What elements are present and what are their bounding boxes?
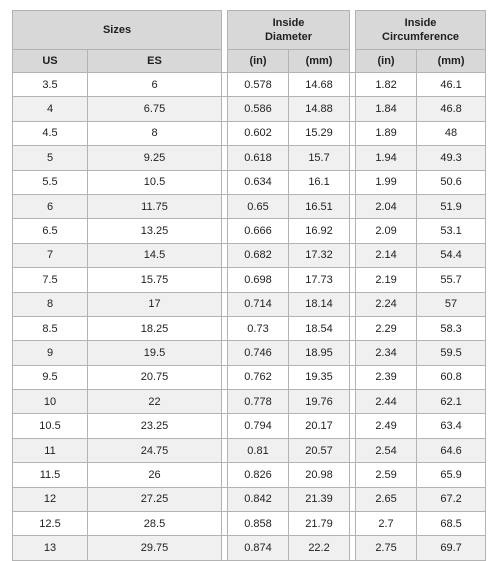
- circumference-in-cell: 2.19: [356, 268, 417, 292]
- table-row: [13, 463, 486, 487]
- table-row: [13, 365, 486, 389]
- table-row: [13, 219, 486, 243]
- diameter-mm-cell: 18.95: [289, 341, 350, 365]
- es-size-cell: 17: [88, 292, 222, 316]
- diameter-mm-cell: 16.1: [289, 170, 350, 194]
- circumference-in-cell: 2.14: [356, 243, 417, 267]
- table-row: [13, 487, 486, 511]
- table-row: [13, 536, 486, 560]
- table-row: [13, 512, 486, 536]
- circumference-in-cell: 2.04: [356, 194, 417, 218]
- diameter-mm-cell: 17.73: [289, 268, 350, 292]
- circumference-in-cell: 2.34: [356, 341, 417, 365]
- es-size-cell: 15.75: [88, 268, 222, 292]
- es-size-cell: 18.25: [88, 316, 222, 340]
- diameter-in-cell: 0.874: [228, 536, 289, 560]
- table-row: [13, 170, 486, 194]
- diameter-in-cell: 0.578: [228, 73, 289, 97]
- diameter-in-cell: 0.682: [228, 243, 289, 267]
- circumference-mm-cell: 51.9: [417, 194, 486, 218]
- diameter-in-cell: 0.73: [228, 316, 289, 340]
- table-row: [13, 194, 486, 218]
- circumference-mm-cell: 55.7: [417, 268, 486, 292]
- diameter-mm-cell: 18.14: [289, 292, 350, 316]
- diameter-in-cell: 0.794: [228, 414, 289, 438]
- us-size-cell: 3.5: [13, 73, 88, 97]
- us-size-cell: 8.5: [13, 316, 88, 340]
- table-row: [13, 390, 486, 414]
- circumference-in-cell: 2.65: [356, 487, 417, 511]
- diameter-in-cell: 0.618: [228, 146, 289, 170]
- us-size-cell: 12.5: [13, 512, 88, 536]
- diameter-mm-header: (mm): [289, 50, 350, 73]
- circumference-in-cell: 1.89: [356, 121, 417, 145]
- circumference-mm-cell: 62.1: [417, 390, 486, 414]
- inside-diameter-group-header: Inside Diameter: [228, 11, 350, 50]
- diameter-mm-cell: 22.2: [289, 536, 350, 560]
- es-size-cell: 11.75: [88, 194, 222, 218]
- diameter-mm-cell: 21.79: [289, 512, 350, 536]
- inside-circumference-group-header: Inside Circumference: [356, 11, 486, 50]
- circumference-in-cell: 2.7: [356, 512, 417, 536]
- diameter-in-cell: 0.858: [228, 512, 289, 536]
- diameter-mm-cell: 14.68: [289, 73, 350, 97]
- us-size-cell: 4: [13, 97, 88, 121]
- es-size-cell: 8: [88, 121, 222, 145]
- table-row: [13, 146, 486, 170]
- circumference-mm-cell: 59.5: [417, 341, 486, 365]
- us-size-cell: 11.5: [13, 463, 88, 487]
- circumference-mm-cell: 49.3: [417, 146, 486, 170]
- diameter-mm-cell: 15.29: [289, 121, 350, 145]
- es-size-cell: 9.25: [88, 146, 222, 170]
- es-size-cell: 10.5: [88, 170, 222, 194]
- table-row: [13, 243, 486, 267]
- circumference-in-header: (in): [356, 50, 417, 73]
- us-size-cell: 10.5: [13, 414, 88, 438]
- es-size-cell: 29.75: [88, 536, 222, 560]
- diameter-in-cell: 0.842: [228, 487, 289, 511]
- diameter-mm-cell: 17.32: [289, 243, 350, 267]
- circumference-in-cell: 1.94: [356, 146, 417, 170]
- es-size-cell: 6.75: [88, 97, 222, 121]
- es-size-cell: 27.25: [88, 487, 222, 511]
- diameter-mm-cell: 21.39: [289, 487, 350, 511]
- us-size-cell: 13: [13, 536, 88, 560]
- us-size-cell: 10: [13, 390, 88, 414]
- diameter-in-cell: 0.714: [228, 292, 289, 316]
- diameter-in-cell: 0.634: [228, 170, 289, 194]
- diameter-mm-cell: 20.98: [289, 463, 350, 487]
- es-size-cell: 26: [88, 463, 222, 487]
- circumference-mm-cell: 46.8: [417, 97, 486, 121]
- circumference-in-cell: 2.39: [356, 365, 417, 389]
- circumference-in-cell: 2.09: [356, 219, 417, 243]
- diameter-in-header: (in): [228, 50, 289, 73]
- circumference-in-cell: 1.82: [356, 73, 417, 97]
- diameter-in-cell: 0.65: [228, 194, 289, 218]
- diameter-in-cell: 0.666: [228, 219, 289, 243]
- diameter-in-cell: 0.586: [228, 97, 289, 121]
- table-row: [13, 292, 486, 316]
- circumference-mm-cell: 64.6: [417, 438, 486, 462]
- circumference-mm-header: (mm): [417, 50, 486, 73]
- circumference-in-cell: 2.59: [356, 463, 417, 487]
- circumference-in-cell: 2.54: [356, 438, 417, 462]
- unit-header-row: [13, 50, 486, 73]
- diameter-mm-cell: 14.88: [289, 97, 350, 121]
- circumference-mm-cell: 57: [417, 292, 486, 316]
- es-size-cell: 23.25: [88, 414, 222, 438]
- diameter-in-cell: 0.778: [228, 390, 289, 414]
- us-size-cell: 7.5: [13, 268, 88, 292]
- circumference-mm-cell: 63.4: [417, 414, 486, 438]
- sizes-group-header: Sizes: [13, 11, 222, 50]
- diameter-mm-cell: 19.35: [289, 365, 350, 389]
- table-row: [13, 414, 486, 438]
- circumference-mm-cell: 58.3: [417, 316, 486, 340]
- es-size-cell: 20.75: [88, 365, 222, 389]
- us-size-header: US: [13, 50, 88, 73]
- es-size-cell: 28.5: [88, 512, 222, 536]
- circumference-mm-cell: 69.7: [417, 536, 486, 560]
- circumference-mm-cell: 50.6: [417, 170, 486, 194]
- circumference-in-cell: 2.44: [356, 390, 417, 414]
- diameter-mm-cell: 18.54: [289, 316, 350, 340]
- us-size-cell: 5: [13, 146, 88, 170]
- us-size-cell: 6: [13, 194, 88, 218]
- diameter-in-cell: 0.746: [228, 341, 289, 365]
- circumference-mm-cell: 53.1: [417, 219, 486, 243]
- us-size-cell: 9: [13, 341, 88, 365]
- ring-size-chart: [12, 10, 485, 561]
- table-row: [13, 341, 486, 365]
- diameter-in-cell: 0.826: [228, 463, 289, 487]
- circumference-in-cell: 2.49: [356, 414, 417, 438]
- group-header-row: [13, 11, 486, 50]
- es-size-cell: 14.5: [88, 243, 222, 267]
- circumference-mm-cell: 65.9: [417, 463, 486, 487]
- table-row: [13, 97, 486, 121]
- circumference-mm-cell: 54.4: [417, 243, 486, 267]
- table-row: [13, 438, 486, 462]
- us-size-cell: 6.5: [13, 219, 88, 243]
- us-size-cell: 7: [13, 243, 88, 267]
- es-size-cell: 19.5: [88, 341, 222, 365]
- circumference-in-cell: 2.29: [356, 316, 417, 340]
- circumference-mm-cell: 67.2: [417, 487, 486, 511]
- circumference-mm-cell: 48: [417, 121, 486, 145]
- circumference-in-cell: 1.84: [356, 97, 417, 121]
- es-size-cell: 6: [88, 73, 222, 97]
- us-size-cell: 8: [13, 292, 88, 316]
- diameter-mm-cell: 19.76: [289, 390, 350, 414]
- us-size-cell: 4.5: [13, 121, 88, 145]
- diameter-in-cell: 0.698: [228, 268, 289, 292]
- circumference-in-cell: 1.99: [356, 170, 417, 194]
- es-size-cell: 24.75: [88, 438, 222, 462]
- ring-size-table: [12, 10, 486, 561]
- us-size-cell: 12: [13, 487, 88, 511]
- table-row: [13, 121, 486, 145]
- es-size-cell: 22: [88, 390, 222, 414]
- es-size-cell: 13.25: [88, 219, 222, 243]
- diameter-mm-cell: 16.92: [289, 219, 350, 243]
- diameter-mm-cell: 15.7: [289, 146, 350, 170]
- diameter-mm-cell: 20.57: [289, 438, 350, 462]
- diameter-in-cell: 0.762: [228, 365, 289, 389]
- us-size-cell: 5.5: [13, 170, 88, 194]
- table-row: [13, 268, 486, 292]
- table-row: [13, 316, 486, 340]
- circumference-in-cell: 2.24: [356, 292, 417, 316]
- diameter-mm-cell: 20.17: [289, 414, 350, 438]
- table-row: [13, 73, 486, 97]
- us-size-cell: 11: [13, 438, 88, 462]
- circumference-mm-cell: 46.1: [417, 73, 486, 97]
- us-size-cell: 9.5: [13, 365, 88, 389]
- circumference-in-cell: 2.75: [356, 536, 417, 560]
- circumference-mm-cell: 60.8: [417, 365, 486, 389]
- es-size-header: ES: [88, 50, 222, 73]
- diameter-in-cell: 0.81: [228, 438, 289, 462]
- circumference-mm-cell: 68.5: [417, 512, 486, 536]
- diameter-in-cell: 0.602: [228, 121, 289, 145]
- diameter-mm-cell: 16.51: [289, 194, 350, 218]
